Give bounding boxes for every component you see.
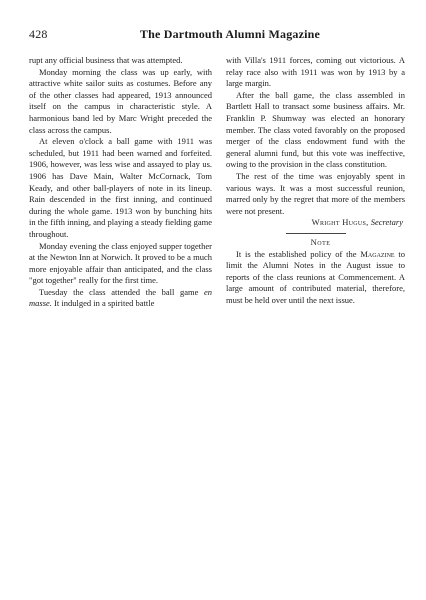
signature-name: Wright Hugus, [311,217,369,228]
signature-title: Secretary [370,217,403,228]
magazine-word: Magazine [360,248,395,259]
paragraph: At eleven o'clock a ball game with 1911 was scheduled, but 1911 had been warned and forfeited. 1906, however, was less wise and assayed to play us. 1906 has Dave Main, Walter McCornack, Tom Keady, and other ball-players of note in its lineup. Rain descended in the first inning, and continued during the whole game. 1913 won by bunching hits in the fifth inning, and playing a steady fielding game throughout. [29,136,212,239]
paragraph-text: to limit the Alumni Notes in the August issue to reports of the class reunions at Commencement. A large amount of contributed material, therefore, must be held over until the next issue. [226,248,406,305]
paragraph-text: It indulged in a spirited battle [54,298,155,309]
paragraph: Monday evening the class enjoyed supper together at the Newton Inn at Norwich. It proved to be a much more enjoyable affair than anticipated, and the class "got together" really for the first time. [29,240,212,286]
section-divider [286,233,346,234]
paragraph: The rest of the time was enjoyably spent in various ways. It was a most successful reunion, marred only by the regret that more of the members were not present. [226,170,405,216]
page-number: 428 [29,27,48,41]
page-header [29,27,405,43]
paragraph-text: Tuesday the class attended the ball game [39,286,199,297]
secretary-signature [226,217,405,229]
paragraph: Monday morning the class was up early, with attractive white sailor suits as costumes. Before any of the other classes had appeared, 1913 announced itself on the campus in characteristic style. A harmonious band led by Marc Wright preceded the class across the campus. [29,66,212,135]
left-column [29,55,212,310]
paragraph: After the ball game, the class assembled in Bartlett Hall to transact some business affairs. Mr. Franklin P. Shumway was elected an honorary member. The class voted favorably on the proposed merger of the class endowment fund with the general alumni fund, but this vote was ineffective, owing to the provision in the class constitution. [226,89,405,170]
paragraph-text: It is the established policy of the [236,248,357,259]
italic-phrase: en masse. [29,286,213,309]
note-paragraph [226,249,405,307]
paragraph: with Villa's 1911 forces, coming out victorious. A relay race also with 1911 was won by 1913 by a large margin. [226,55,405,89]
paragraph: rupt any official business that was attempted. [29,55,183,65]
paragraph [29,287,212,310]
note-heading: Note [310,236,331,247]
running-title: The Dartmouth Alumni Magazine [139,27,321,41]
right-column [226,55,405,306]
